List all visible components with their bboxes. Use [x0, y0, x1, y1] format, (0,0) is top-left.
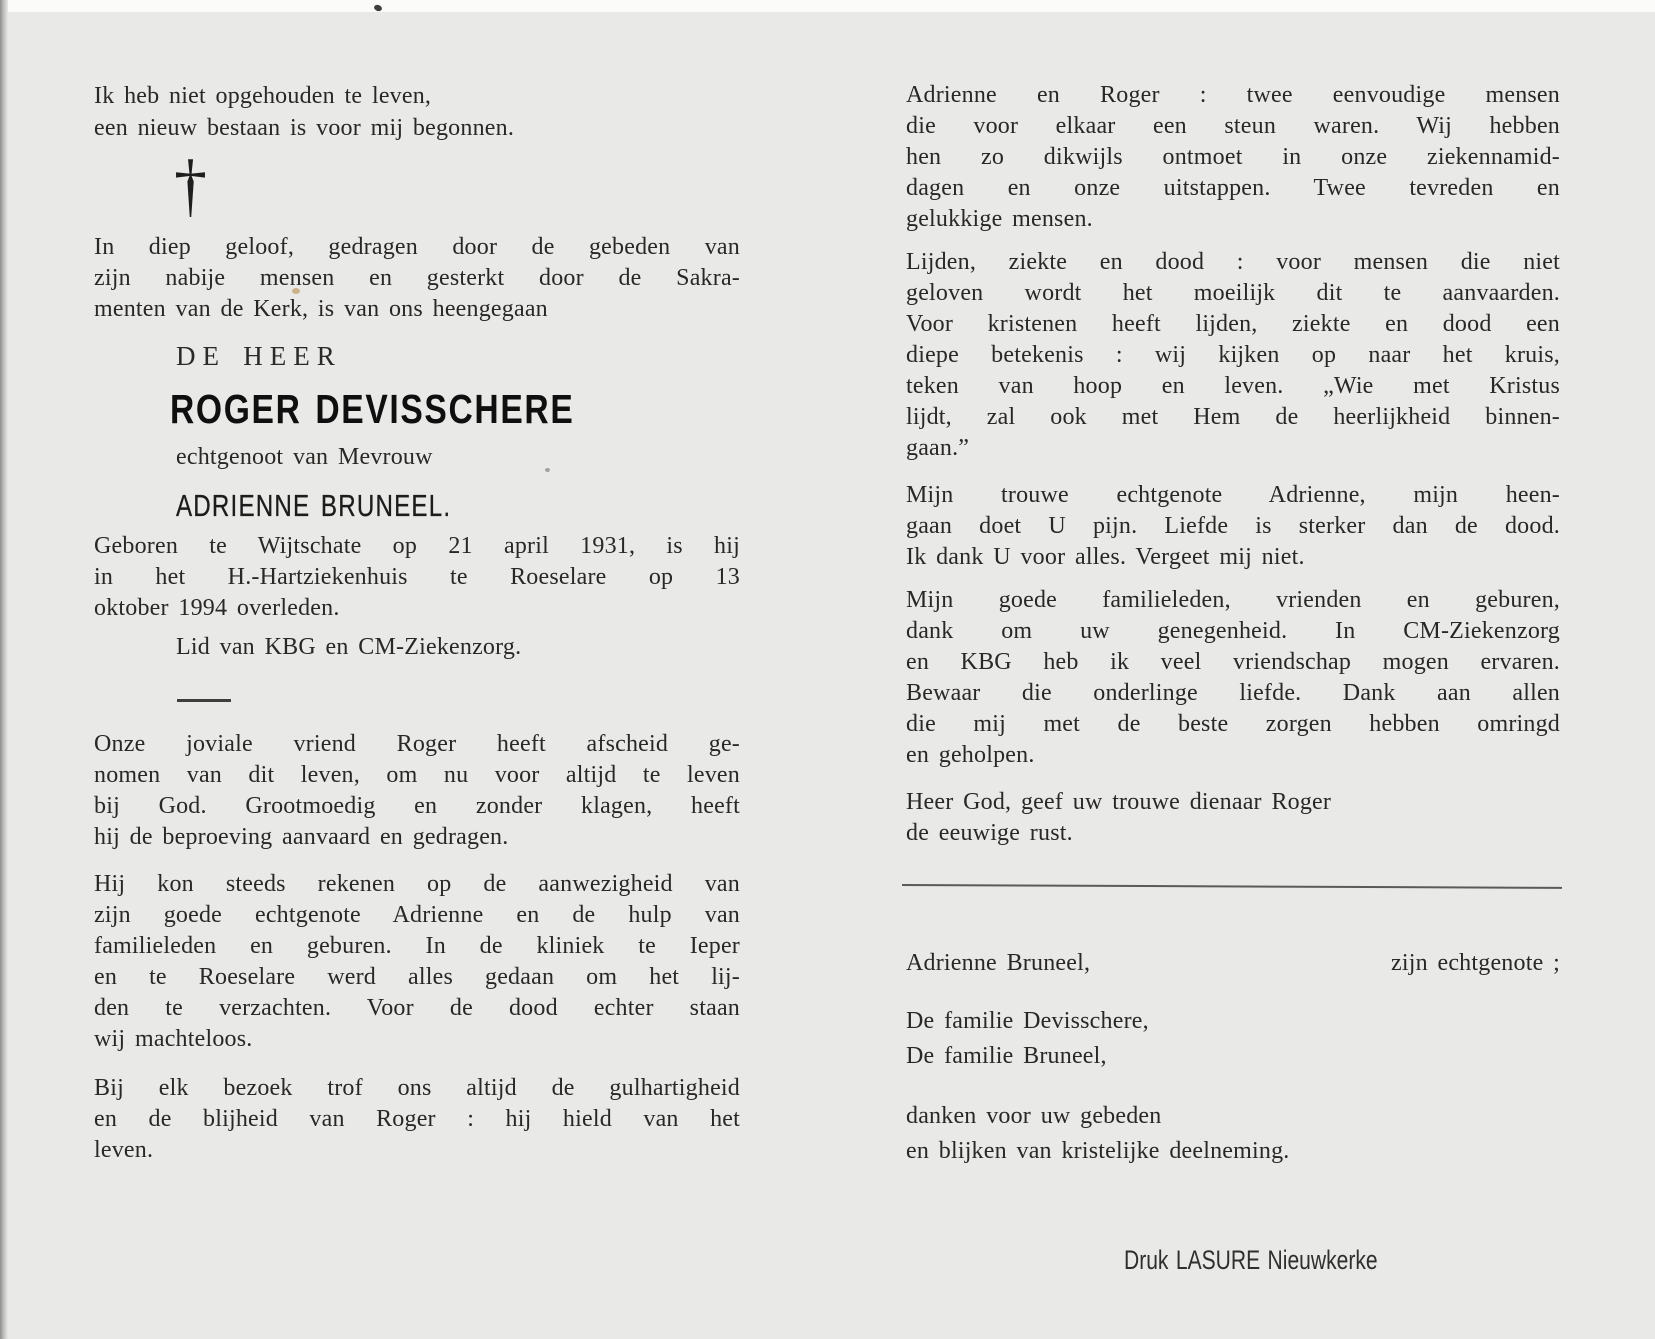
cross-icon: †: [174, 145, 208, 225]
text-line: Bij elk bezoek trof ons altijd de gulhartigheid: [94, 1075, 740, 1101]
text-line: hen zo dikwijls ontmoet in onze ziekennamid-: [906, 144, 1560, 170]
text-line: gelukkige mensen.: [906, 206, 1093, 232]
text-line: dagen en onze uitstappen. Twee tevreden en: [906, 175, 1560, 201]
text-line: de eeuwige rust.: [906, 820, 1073, 846]
spouse-intro: echtgenoot van Mevrouw: [176, 444, 433, 470]
text-line: In diep geloof, gedragen door de gebeden van: [94, 234, 740, 260]
text-line: Lijden, ziekte en dood : voor mensen die niet: [906, 249, 1560, 275]
text-line: gaan.”: [906, 435, 970, 461]
text-line: hij de beproeving aanvaard en gedragen.: [94, 824, 509, 850]
text-line: danken voor uw gebeden: [906, 1103, 1162, 1129]
text-line: Adrienne en Roger : twee eenvoudige mensen: [906, 82, 1560, 108]
text-line: Geboren te Wijtschate op 21 april 1931, is hij: [94, 533, 740, 559]
left-paragraph-2: [94, 869, 740, 1055]
signature-divider: [902, 884, 1562, 889]
spouse-name: ADRIENNE BRUNEEL.: [176, 488, 452, 523]
scan-edge-top: [0, 0, 1655, 12]
membership-line: Lid van KBG en CM-Ziekenzorg.: [176, 634, 522, 660]
text-line: en blijken van kristelijke deelneming.: [906, 1138, 1290, 1164]
text-line: diepe betekenis : wij kijken op naar het kruis,: [906, 342, 1560, 368]
text-line: Mijn goede familieleden, vrienden en geburen,: [906, 587, 1560, 613]
dust-speck: [545, 468, 550, 472]
text-line: die mij met de beste zorgen hebben omringd: [906, 711, 1560, 737]
left-paragraph-1: [94, 729, 740, 853]
text-line: Heer God, geef uw trouwe dienaar Roger: [906, 789, 1332, 815]
text-line: lijdt, zal ook met Hem de heerlijkheid binnen-: [906, 404, 1560, 430]
right-paragraph-1: [906, 80, 1560, 235]
widow-name: Adrienne Bruneel,: [906, 950, 1091, 976]
left-paragraph-3: [94, 1073, 740, 1166]
right-paragraph-4: [906, 585, 1560, 771]
text-line: Bewaar die onderlinge liefde. Dank aan allen: [906, 680, 1560, 706]
text-line: oktober 1994 overleden.: [94, 595, 340, 621]
birth-death-paragraph: [94, 531, 740, 624]
section-divider: [177, 699, 231, 702]
text-line: Ik heb niet opgehouden te leven,: [94, 83, 432, 109]
text-line: Hij kon steeds rekenen op de aanwezigheid van: [94, 871, 740, 897]
text-line: en te Roeselare werd alles gedaan om het lij-: [94, 964, 740, 990]
text-line: en KBG heb ik veel vriendschap mogen ervaren.: [906, 649, 1560, 675]
text-line: in het H.-Hartziekenhuis te Roeselare op 13: [94, 564, 740, 590]
deceased-name: ROGER DEVISSCHERE: [170, 386, 575, 432]
text-line: gaan doet U pijn. Liefde is sterker dan de dood.: [906, 513, 1560, 539]
text-line: die voor elkaar een steun waren. Wij hebben: [906, 113, 1560, 139]
text-line: Onze joviale vriend Roger heeft afscheid ge-: [94, 731, 740, 757]
text-line: en geholpen.: [906, 742, 1035, 768]
text-line: en de blijheid van Roger : hij hield van het: [94, 1106, 740, 1132]
signature-row: [906, 950, 1560, 977]
text-line: Voor kristenen heeft lijden, ziekte en dood een: [906, 311, 1560, 337]
text-line: zijn goede echtgenote Adrienne en de hulp van: [94, 902, 740, 928]
family-list: [906, 1004, 1560, 1074]
thanks-text: [906, 1099, 1560, 1169]
printer-credit: Druk LASURE Nieuwkerke: [1124, 1245, 1378, 1275]
right-paragraph-3: [906, 480, 1560, 573]
text-line: Mijn trouwe echtgenote Adrienne, mijn heen-: [906, 482, 1560, 508]
text-line: De familie Bruneel,: [906, 1043, 1107, 1069]
text-line: bij God. Grootmoedig en zonder klagen, heeft: [94, 793, 740, 819]
text-line: den te verzachten. Voor de dood echter staan: [94, 995, 740, 1021]
honorific: DE HEER: [176, 341, 342, 371]
text-line: nomen van dit leven, om nu voor altijd te leven: [94, 762, 740, 788]
scan-edge-left: [0, 0, 8, 1339]
text-line: Ik dank U voor alles. Vergeet mij niet.: [906, 544, 1305, 570]
text-line: geloven wordt het moeilijk dit te aanvaarden.: [906, 280, 1560, 306]
text-line: zijn nabije mensen en gesterkt door de Sakra-: [94, 265, 740, 291]
widow-role: zijn echtgenote ;: [1390, 950, 1560, 976]
text-line: wij machteloos.: [94, 1026, 253, 1052]
text-line: De familie Devisschere,: [906, 1008, 1149, 1034]
text-line: leven.: [94, 1137, 154, 1163]
right-paragraph-2: [906, 247, 1560, 464]
closing-prayer: [906, 787, 1560, 849]
text-line: familieleden en geburen. In de kliniek te Ieper: [94, 933, 740, 959]
text-line: menten van de Kerk, is van ons heengegaan: [94, 296, 548, 322]
opening-verse: [94, 80, 740, 144]
text-line: een nieuw bestaan is voor mij begonnen.: [94, 115, 515, 141]
intro-paragraph: [94, 232, 740, 325]
text-line: dank om uw genegenheid. In CM-Ziekenzorg: [906, 618, 1560, 644]
text-line: teken van hoop en leven. „Wie met Kristus: [906, 373, 1560, 399]
